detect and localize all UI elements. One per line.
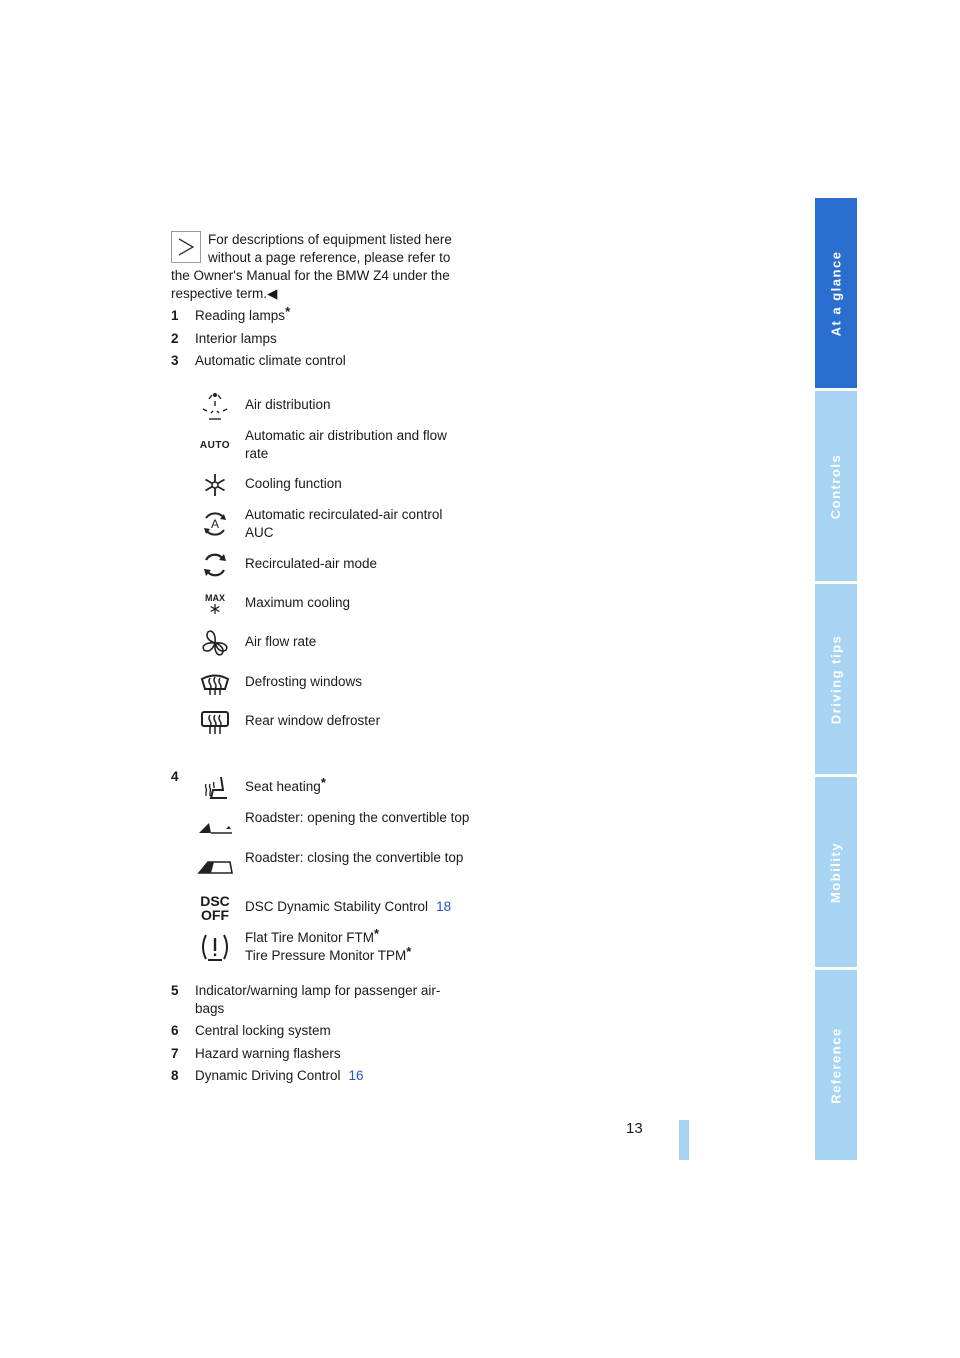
optional-star: * bbox=[374, 926, 380, 941]
symbol-row bbox=[196, 625, 486, 661]
optional-star: * bbox=[406, 944, 412, 959]
dsc-text: DSC Dynamic Stability Control bbox=[245, 899, 429, 914]
seat-heating-text: Seat heating bbox=[245, 779, 321, 794]
item-number: 6 bbox=[171, 1023, 179, 1038]
optional-star: * bbox=[320, 775, 326, 790]
page-number: 13 bbox=[626, 1120, 643, 1137]
note-line-1: For descriptions of equipment listed here bbox=[208, 232, 452, 247]
symbol-label: Rear window defroster bbox=[245, 713, 381, 728]
tab-label: Driving tips bbox=[828, 634, 844, 724]
tab-label: At a glance bbox=[828, 250, 844, 336]
recirculation-icon bbox=[196, 547, 234, 583]
tab-driving-tips[interactable] bbox=[815, 584, 857, 774]
roof-open-icon bbox=[196, 809, 234, 845]
list-item bbox=[171, 1045, 471, 1063]
ftm-text: Flat Tire Monitor FTM bbox=[245, 930, 375, 945]
auc-icon bbox=[196, 506, 234, 542]
item-text: Hazard warning flashers bbox=[195, 1046, 341, 1061]
symbol-row bbox=[196, 926, 486, 965]
page-ref-link[interactable]: 18 bbox=[436, 899, 452, 914]
symbol-row bbox=[196, 809, 486, 845]
item-number: 7 bbox=[171, 1046, 179, 1061]
list-item bbox=[171, 352, 471, 370]
symbol-label: Cooling function bbox=[245, 476, 342, 491]
item-text: Interior lamps bbox=[195, 331, 277, 346]
dsc-off-icon bbox=[196, 890, 234, 926]
item-number: 5 bbox=[171, 983, 179, 998]
symbol-label: Roadster: closing the convertible top bbox=[245, 850, 464, 865]
fan-icon bbox=[196, 625, 234, 661]
symbol-row bbox=[196, 586, 486, 622]
symbol-label: Roadster: opening the convertible top bbox=[245, 810, 470, 825]
section-sidebar bbox=[815, 198, 857, 1160]
off-icon-text: OFF bbox=[201, 907, 229, 923]
note-text bbox=[171, 231, 466, 303]
auto-icon bbox=[196, 427, 234, 463]
dsc-icon-text: DSC bbox=[200, 893, 230, 909]
tab-controls[interactable] bbox=[815, 391, 857, 581]
list-item bbox=[171, 1067, 471, 1085]
item-number: 8 bbox=[171, 1068, 179, 1083]
item-number: 3 bbox=[171, 353, 179, 368]
tab-at-a-glance[interactable] bbox=[815, 198, 857, 388]
item-text: Central locking system bbox=[195, 1023, 331, 1038]
symbol-label: Automatic recirculated-air control AUC bbox=[245, 507, 443, 540]
tab-label: Reference bbox=[828, 1026, 844, 1104]
symbol-label: Air flow rate bbox=[245, 634, 317, 649]
list-item bbox=[171, 330, 471, 348]
snowflake-icon bbox=[196, 467, 234, 503]
symbol-label: Recirculated-air mode bbox=[245, 556, 378, 571]
list-item bbox=[171, 982, 471, 1018]
item-text: Reading lamps bbox=[195, 308, 286, 323]
symbol-label: Defrosting windows bbox=[245, 674, 363, 689]
symbol-label: Maximum cooling bbox=[245, 595, 351, 610]
symbol-row bbox=[196, 467, 486, 503]
symbol-label bbox=[245, 775, 470, 796]
symbol-row bbox=[196, 890, 486, 926]
list-item bbox=[171, 1022, 471, 1040]
tab-label: Controls bbox=[828, 453, 844, 519]
symbol-label: Automatic air distribution and flow rate bbox=[245, 428, 447, 461]
page-marker-bar bbox=[679, 1120, 689, 1160]
tab-mobility[interactable] bbox=[815, 777, 857, 967]
item-number: 2 bbox=[171, 331, 179, 346]
symbol-row bbox=[196, 427, 486, 463]
rear-window-defrost-icon bbox=[196, 704, 234, 740]
max-cooling-icon bbox=[196, 586, 234, 622]
symbol-row bbox=[196, 704, 486, 740]
symbol-label bbox=[245, 926, 470, 965]
optional-star: * bbox=[285, 304, 291, 319]
symbol-label: Air distribution bbox=[245, 397, 331, 412]
symbol-row bbox=[196, 506, 486, 542]
tab-reference[interactable] bbox=[815, 970, 857, 1160]
seat-heating-icon bbox=[196, 770, 234, 806]
item-number: 1 bbox=[171, 308, 179, 323]
item-text: Dynamic Driving Control bbox=[195, 1068, 341, 1083]
page-ref-link[interactable]: 16 bbox=[348, 1068, 364, 1083]
item-text: Automatic climate control bbox=[195, 353, 346, 368]
auto-icon-text: AUTO bbox=[199, 439, 231, 451]
windshield-defrost-icon bbox=[196, 665, 234, 701]
svg-text:A: A bbox=[210, 517, 220, 531]
item-text: Indicator/warning lamp for passenger air-bags bbox=[195, 983, 441, 1016]
note-line-rest: the Owner's Manual for the BMW Z4 under the respective term. bbox=[171, 268, 450, 301]
end-mark: ◀ bbox=[267, 286, 278, 301]
note-line-2: without a page reference, please refer to bbox=[208, 250, 451, 265]
tire-warning-icon bbox=[196, 929, 234, 965]
symbol-row bbox=[196, 849, 486, 885]
roof-close-icon bbox=[196, 849, 234, 885]
symbol-label bbox=[245, 898, 485, 916]
air-distribution-icon bbox=[196, 388, 234, 424]
tab-label: Mobility bbox=[828, 841, 844, 903]
list-item bbox=[171, 304, 471, 325]
item-number: 4 bbox=[171, 769, 179, 784]
symbol-row bbox=[196, 770, 486, 806]
tpm-text: Tire Pressure Monitor TPM bbox=[245, 948, 407, 963]
symbol-row bbox=[196, 547, 486, 583]
symbol-row bbox=[196, 388, 486, 424]
symbol-row bbox=[196, 665, 486, 701]
max-icon-text: MAX bbox=[205, 593, 225, 603]
